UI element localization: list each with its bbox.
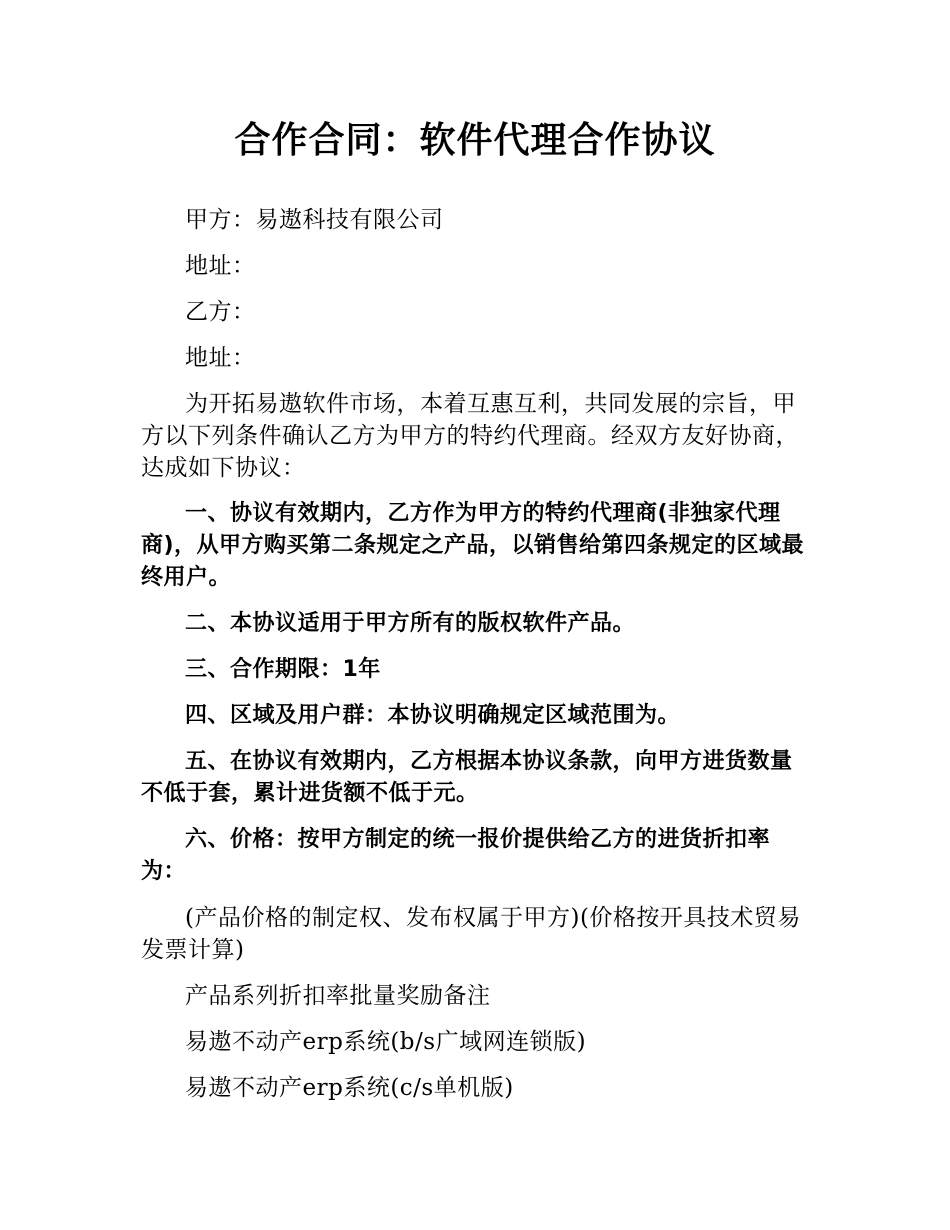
clause-6: 六、价格：按甲方制定的统一报价提供给乙方的进货折扣率为： xyxy=(141,827,771,884)
product-line-cs: 易遨不动产erp系统(c/s单机版) xyxy=(185,1075,514,1101)
clause-3: 三、合作期限：1年 xyxy=(185,657,381,682)
party-a-line: 甲方：易遨科技有限公司 xyxy=(185,207,444,233)
price-note-paragraph: (产品价格的制定权、发布权属于甲方)(价格按开具技术贸易发票计算) xyxy=(141,905,801,963)
document-title: 合作合同：软件代理合作协议 xyxy=(234,120,716,161)
clause-1: 一、协议有效期内，乙方作为甲方的特约代理商(非独家代理商)，从甲方购买第二条规定之产品，以销售给第四条规定的区域最终用户。 xyxy=(141,501,805,590)
party-b-address-line: 地址： xyxy=(185,345,256,371)
clause-4: 四、区域及用户群：本协议明确规定区域范围为。 xyxy=(185,703,681,728)
document-body xyxy=(141,204,809,1118)
party-a-address-line: 地址： xyxy=(185,253,256,279)
product-line-bs: 易遨不动产erp系统(b/s广域网连锁版) xyxy=(185,1029,587,1055)
clause-5: 五、在协议有效期内，乙方根据本协议条款，向甲方进货数量不低于套，累计进货额不低于元。 xyxy=(141,749,793,806)
preamble-paragraph: 为开拓易遨软件市场，本着互惠互利，共同发展的宗旨，甲方以下列条件确认乙方为甲方的特约代理商。经双方友好协商，达成如下协议： xyxy=(141,391,799,481)
clause-2: 二、本协议适用于甲方所有的版权软件产品。 xyxy=(185,611,636,636)
table-header-line: 产品系列折扣率批量奖励备注 xyxy=(185,983,491,1009)
party-b-line: 乙方： xyxy=(185,299,256,325)
